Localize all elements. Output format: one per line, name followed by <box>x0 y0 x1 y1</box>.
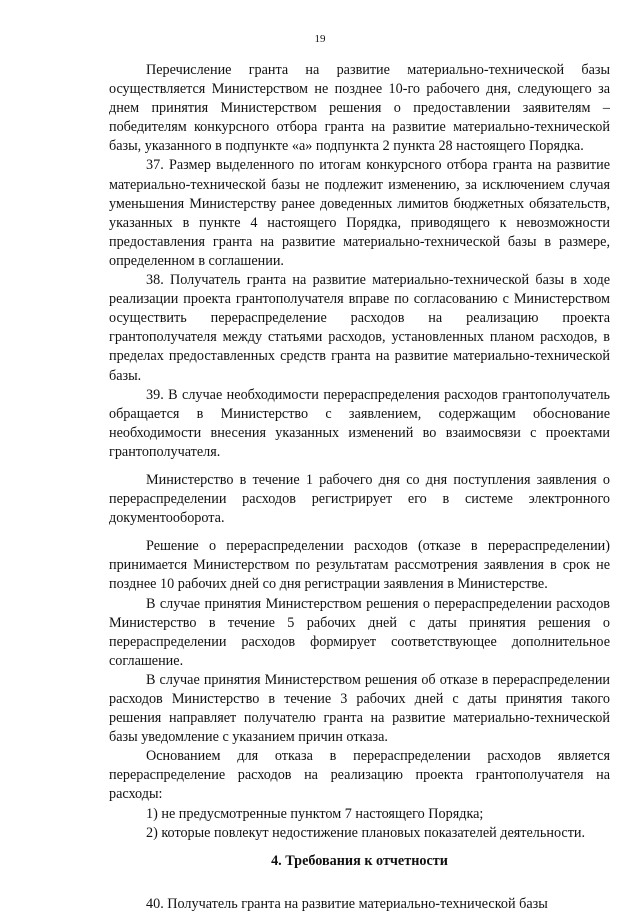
paragraph-registration: Министерство в течение 1 рабочего дня со дня поступления заявления о перераспределении расходов регистрирует его в системе электронного документооборота. <box>109 471 610 527</box>
paragraph-refusal-grounds: Основанием для отказа в перераспределении расходов является перераспределение расходов на реализацию проекта грантополучателя на расходы: <box>109 748 610 803</box>
paragraph-refusal: В случае принятия Министерством решения об отказе в перераспределении расходов Министерство в течение 3 рабочих дней с даты принятия такого решения направляет получателю гранта на развитие материально-технической базы уведомление с указанием причин отказа. <box>109 671 610 746</box>
paragraph-grant-transfer: Перечисление гранта на развитие материально-технической базы осуществляется Министерством не позднее 10-го рабочего дня, следующего за днем принятия Министерством решения о предоставлении заявителям – победителям конкурсного отбора гранта на развитие материально-технической базы, указанного в подпункте «а» подпункта 2 пункта 28 настоящего Порядка. <box>109 62 610 155</box>
page-number: 19 <box>314 33 326 45</box>
paragraph-approval: В случае принятия Министерством решения о перераспределении расходов Министерство в течение 5 рабочих дней с даты принятия решения о перераспределении расходов формирует соответствующее дополнительное соглашение. <box>109 595 610 669</box>
paragraph-40: 40. Получатель гранта на развитие материально-технической базы <box>146 895 548 912</box>
document-body <box>109 61 610 914</box>
list-item-1: 1) не предусмотренные пунктом 7 настоящего Порядка; <box>146 805 484 822</box>
paragraph-decision: Решение о перераспределении расходов (отказе в перераспределении) принимается Министерством по результатам рассмотрения заявления в срок не позднее 10 рабочих дней со дня регистрации заявления в Министерстве. <box>109 538 610 593</box>
paragraph-39: 39. В случае необходимости перераспределения расходов грантополучатель обращается в Министерство с заявлением, содержащим обоснование необходимости внесения указанных изменений во взаимосвязи с проектами грантополучателя. <box>109 386 610 460</box>
list-item-2: 2) которые повлекут недостижение плановых показателей деятельности. <box>146 824 586 841</box>
paragraph-37: 37. Размер выделенного по итогам конкурсного отбора гранта на развитие материально-технической базы не подлежит изменению, за исключением случая уменьшения Министерству ранее доведенных лимитов бюджетных обязательств, указанных в пункте 4 настоящего Порядка, приводящего к невозможности предоставления гранта на развитие материально-технической базы в размере, определенном в соглашении. <box>109 157 610 269</box>
section-heading: 4. Требования к отчетности <box>271 852 448 869</box>
paragraph-38: 38. Получатель гранта на развитие материально-технической базы в ходе реализации проекта грантополучателя вправе по согласованию с Министерством осуществить перераспределение расходов на реализацию проекта грантополучателя между статьями расходов, установленных планом расходов, в пределах предоставленных средств гранта на развитие материально-технической базы. <box>109 272 610 384</box>
